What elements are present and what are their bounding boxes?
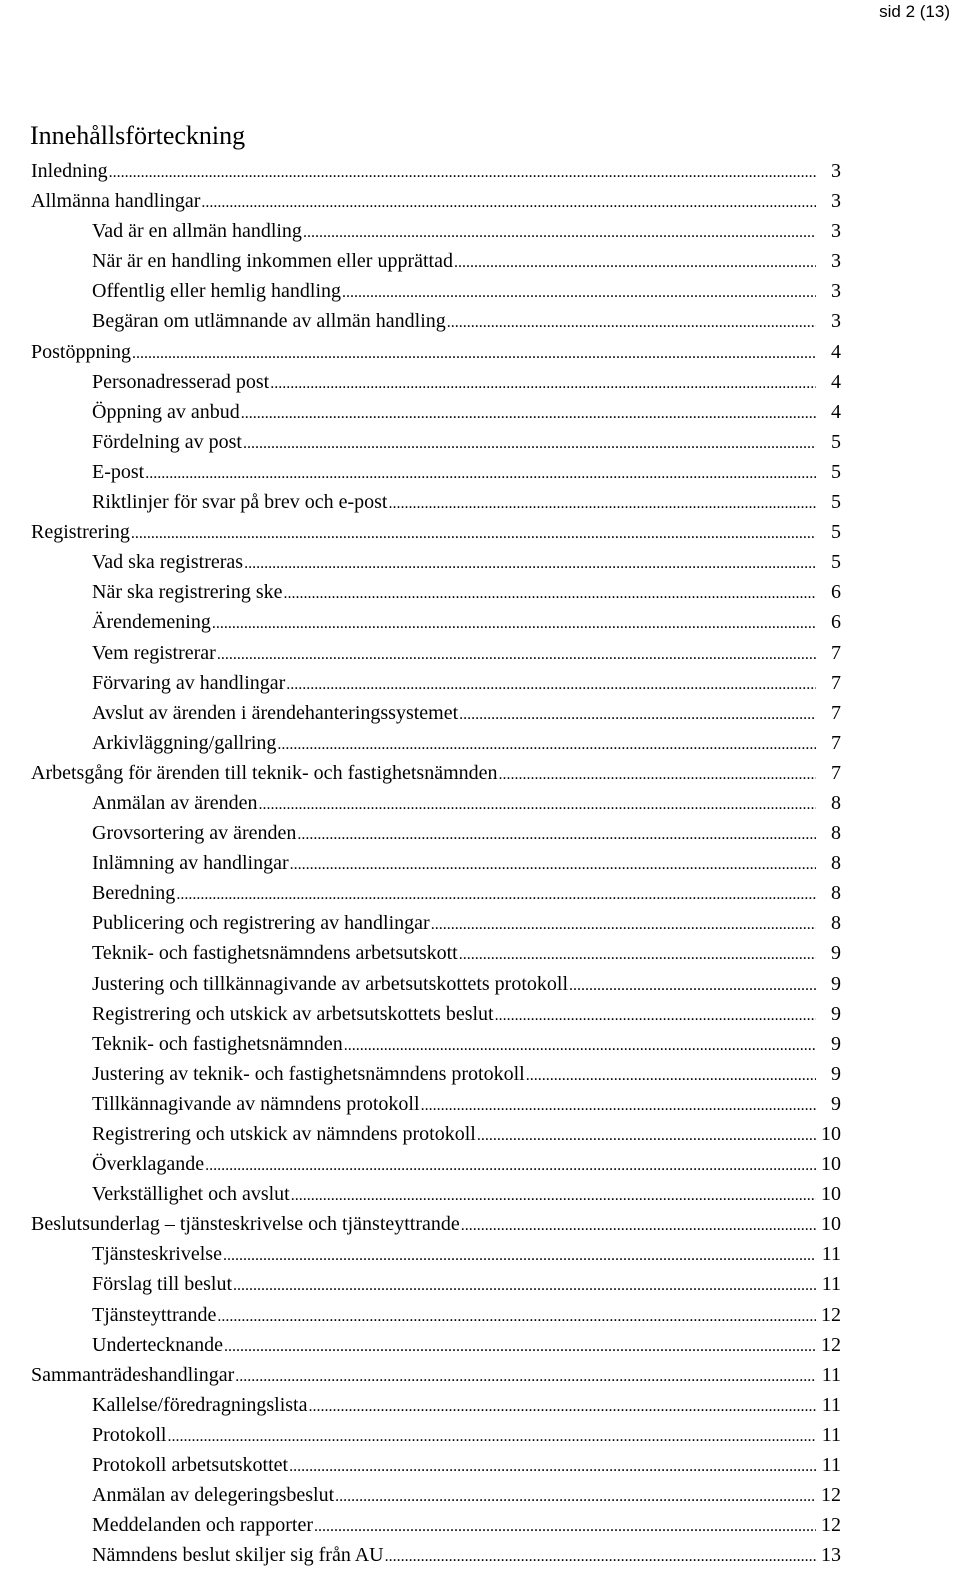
toc-entry[interactable] xyxy=(0,216,841,246)
toc-entry-label: Justering av teknik- och fastighetsnämndens protokoll xyxy=(92,1062,525,1085)
toc-dot-leader xyxy=(284,579,817,609)
toc-entry[interactable] xyxy=(0,938,841,968)
toc-dot-leader xyxy=(270,369,816,399)
toc-entry-page: 3 xyxy=(831,220,841,243)
toc-dot-leader xyxy=(176,880,816,910)
toc-dot-leader xyxy=(224,1332,816,1362)
toc-entry[interactable] xyxy=(0,1269,841,1299)
toc-entry[interactable] xyxy=(0,878,841,908)
toc-entry-label: Grovsortering av ärenden xyxy=(92,822,297,845)
toc-entry-label: Protokoll xyxy=(92,1423,167,1446)
toc-entry-page: 7 xyxy=(831,731,841,754)
toc-entry-label: Allmänna handlingar xyxy=(31,190,201,213)
toc-entry-page: 9 xyxy=(831,1002,841,1025)
toc-entry-label: Beredning xyxy=(92,882,176,905)
toc-dot-leader xyxy=(244,549,816,579)
toc-entry[interactable] xyxy=(0,397,841,427)
toc-entry[interactable] xyxy=(0,1390,841,1420)
toc-entry-page: 5 xyxy=(831,521,841,544)
toc-entry-label: Fördelning av post xyxy=(92,430,242,453)
toc-entry-label: Anmälan av delegeringsbeslut xyxy=(92,1484,335,1507)
toc-dot-leader xyxy=(477,1121,816,1151)
toc-entry-page: 8 xyxy=(831,791,841,814)
toc-dot-leader xyxy=(212,609,816,639)
toc-entry[interactable] xyxy=(0,668,841,698)
toc-entry-page: 5 xyxy=(831,430,841,453)
toc-entry-label: Verkställighet och avslut xyxy=(92,1183,290,1206)
toc-entry[interactable] xyxy=(0,1300,841,1330)
toc-dot-leader xyxy=(290,850,816,880)
toc-entry-page: 11 xyxy=(821,1243,841,1266)
toc-dot-leader xyxy=(289,1452,816,1482)
toc-dot-leader xyxy=(314,1512,816,1542)
toc-entry-page: 10 xyxy=(821,1123,841,1145)
toc-entry-page: 11 xyxy=(821,1363,841,1386)
toc-entry-page: 7 xyxy=(831,701,841,724)
toc-entry-page: 4 xyxy=(831,340,841,363)
toc-dot-leader xyxy=(217,640,816,670)
toc-entry[interactable] xyxy=(0,1480,841,1510)
toc-dot-leader xyxy=(459,940,816,970)
toc-entry[interactable] xyxy=(0,1510,841,1540)
toc-entry-label: Justering och tillkännagivande av arbetsutskottets protokoll xyxy=(92,972,569,995)
toc-entry-page: 13 xyxy=(821,1544,841,1567)
toc-entry-label: Inledning xyxy=(31,160,108,182)
toc-entry-label: Vad ska registreras xyxy=(92,551,244,574)
toc-entry-label: Teknik- och fastighetsnämnden xyxy=(92,1032,343,1055)
toc-entry[interactable] xyxy=(0,517,841,547)
toc-dot-leader xyxy=(385,1542,816,1572)
toc-entry[interactable] xyxy=(0,1029,841,1059)
toc-entry-page: 6 xyxy=(831,581,841,604)
toc-dot-leader xyxy=(145,459,816,489)
toc-entry-page: 4 xyxy=(831,400,841,423)
toc-entry-page: 11 xyxy=(821,1273,841,1296)
toc-entry[interactable] xyxy=(0,908,841,938)
toc-entry[interactable] xyxy=(0,1149,841,1179)
toc-dot-leader xyxy=(526,1061,816,1091)
toc-entry-page: 11 xyxy=(821,1454,841,1477)
toc-entry[interactable] xyxy=(0,337,841,367)
toc-entry-label: Undertecknande xyxy=(92,1333,224,1356)
toc-dot-leader xyxy=(241,399,816,429)
toc-entry-page: 12 xyxy=(821,1514,841,1537)
toc-entry-label: Överklagande xyxy=(92,1153,205,1176)
toc-entry[interactable] xyxy=(0,1330,841,1360)
toc-entry[interactable] xyxy=(0,1420,841,1450)
toc-dot-leader xyxy=(388,489,816,519)
toc-entry-page: 9 xyxy=(831,1032,841,1055)
toc-dot-leader xyxy=(447,308,816,338)
toc-entry-page: 11 xyxy=(821,1423,841,1446)
toc-dot-leader xyxy=(223,1241,816,1271)
toc-entry[interactable] xyxy=(0,698,841,728)
toc-dot-leader xyxy=(286,670,816,700)
toc-entry-page: 8 xyxy=(831,882,841,905)
toc-dot-leader xyxy=(454,248,816,278)
toc-entry[interactable] xyxy=(0,728,841,758)
toc-entry[interactable] xyxy=(0,246,841,276)
toc-entry[interactable] xyxy=(0,1119,841,1149)
toc-entry-page: 12 xyxy=(821,1484,841,1507)
toc-dot-leader xyxy=(258,790,816,820)
toc-dot-leader xyxy=(335,1482,816,1512)
toc-dot-leader xyxy=(495,1001,816,1031)
toc-dot-leader xyxy=(499,760,816,790)
toc-dot-leader xyxy=(217,1302,816,1332)
toc-entry[interactable] xyxy=(0,818,841,848)
toc-entry-page: 9 xyxy=(831,1092,841,1115)
page-indicator: sid 2 (13) xyxy=(879,2,950,21)
toc-entry-label: Beslutsunderlag – tjänsteskrivelse och tjänsteyttrande xyxy=(31,1213,460,1236)
toc-dot-leader xyxy=(243,429,816,459)
toc-entry-label: Arkivläggning/gallring xyxy=(92,731,277,754)
toc-entry-page: 8 xyxy=(831,912,841,935)
toc-entry-label: Begäran om utlämnande av allmän handling xyxy=(92,310,446,333)
toc-entry-label: Avslut av ärenden i ärendehanteringssystemet xyxy=(92,701,459,724)
toc-entry-label: Tjänsteskrivelse xyxy=(92,1243,222,1266)
toc-entry-page: 4 xyxy=(831,370,841,393)
toc-dot-leader xyxy=(132,339,816,369)
toc-entry[interactable] xyxy=(0,969,841,999)
toc-entry-label: Protokoll arbetsutskottet xyxy=(92,1454,289,1477)
toc-entry[interactable] xyxy=(0,547,841,577)
toc-dot-leader xyxy=(344,1031,816,1061)
toc-entry[interactable] xyxy=(0,276,841,306)
toc-entry-page: 5 xyxy=(831,551,841,574)
toc-entry-label: Postöppning xyxy=(31,340,132,363)
toc-entry-page: 5 xyxy=(831,460,841,483)
toc-entry[interactable] xyxy=(0,848,841,878)
toc-dot-leader xyxy=(201,188,816,218)
toc-dot-leader xyxy=(342,278,816,308)
toc-entry-label: När är en handling inkommen eller upprättad xyxy=(92,250,453,273)
toc-entry-label: Öppning av anbud xyxy=(92,400,240,423)
toc-entry-page: 3 xyxy=(831,250,841,273)
toc-entry[interactable] xyxy=(0,1360,841,1390)
toc-entry-label: Riktlinjer för svar på brev och e-post xyxy=(92,491,388,514)
toc-dot-leader xyxy=(205,1151,816,1181)
toc-entry-page: 9 xyxy=(831,972,841,995)
toc-title: Innehållsförteckning xyxy=(30,121,246,150)
toc-dot-leader xyxy=(309,1392,817,1422)
toc-entry[interactable] xyxy=(0,457,841,487)
toc-dot-leader xyxy=(235,1362,816,1392)
toc-entry[interactable] xyxy=(0,1059,841,1089)
toc-entry-page: 3 xyxy=(831,280,841,303)
toc-entry[interactable] xyxy=(0,367,841,397)
toc-entry-page: 12 xyxy=(821,1333,841,1356)
toc-entry[interactable] xyxy=(0,1239,841,1269)
toc-entry-label: E-post xyxy=(92,460,145,483)
toc-entry[interactable] xyxy=(0,638,841,668)
toc-entry[interactable] xyxy=(0,607,841,637)
toc-entry[interactable] xyxy=(0,758,841,788)
toc-entry[interactable] xyxy=(0,1209,841,1239)
toc-entry[interactable] xyxy=(0,1450,841,1480)
toc-entry-page: 8 xyxy=(831,822,841,845)
toc-entry-page: 5 xyxy=(831,491,841,514)
toc-entry-label: Registrering och utskick av nämndens protokoll xyxy=(92,1123,476,1145)
toc-entry-label: Kallelse/föredragningslista xyxy=(92,1393,308,1416)
toc-entry-page: 10 xyxy=(821,1213,841,1236)
toc-entry-page: 7 xyxy=(831,761,841,784)
toc-entry-label: Vem registrerar xyxy=(92,641,216,664)
toc-entry[interactable] xyxy=(0,577,841,607)
toc-entry-label: Personadresserad post xyxy=(92,370,270,393)
toc-dot-leader xyxy=(459,700,816,730)
toc-entry-label: Arbetsgång för ärenden till teknik- och fastighetsnämnden xyxy=(31,761,498,784)
toc-dot-leader xyxy=(277,730,816,760)
toc-entry[interactable] xyxy=(0,1089,841,1119)
toc-entry[interactable] xyxy=(0,1179,841,1209)
toc-entry-label: Inlämning av handlingar xyxy=(92,852,289,875)
toc-dot-leader xyxy=(421,1091,816,1121)
toc-dot-leader xyxy=(167,1422,816,1452)
toc-entry-label: Offentlig eller hemlig handling xyxy=(92,280,342,303)
toc-entry-label: Publicering och registrering av handlingar xyxy=(92,912,430,935)
toc-entry-page: 10 xyxy=(821,1183,841,1206)
toc-entry-page: 3 xyxy=(831,190,841,213)
toc-entry-label: Teknik- och fastighetsnämndens arbetsutskott xyxy=(92,942,458,965)
toc-entry[interactable] xyxy=(0,186,841,216)
toc-dot-leader xyxy=(131,519,816,549)
toc-entry-label: Registrering xyxy=(31,521,130,544)
toc-list xyxy=(0,156,960,1570)
toc-entry-label: Sammanträdeshandlingar xyxy=(31,1363,235,1386)
toc-entry-label: Nämndens beslut skiljer sig från AU xyxy=(92,1544,384,1567)
toc-entry[interactable] xyxy=(0,156,841,186)
toc-entry-page: 7 xyxy=(831,671,841,694)
toc-entry-page: 7 xyxy=(831,641,841,664)
toc-entry[interactable] xyxy=(0,788,841,818)
toc-entry-label: När ska registrering ske xyxy=(92,581,283,604)
toc-entry-page: 11 xyxy=(821,1393,841,1416)
toc-entry-label: Meddelanden och rapporter xyxy=(92,1514,314,1537)
toc-entry-page: 3 xyxy=(831,310,841,333)
toc-entry-label: Tjänsteyttrande xyxy=(92,1303,217,1326)
toc-entry-label: Ärendemening xyxy=(92,611,211,634)
toc-entry-page: 3 xyxy=(831,160,841,182)
toc-entry-page: 10 xyxy=(821,1153,841,1176)
toc-dot-leader xyxy=(461,1211,816,1241)
toc-entry-label: Förvaring av handlingar xyxy=(92,671,286,694)
toc-entry-label: Vad är en allmän handling xyxy=(92,220,302,243)
toc-entry-label: Registrering och utskick av arbetsutskottets beslut xyxy=(92,1002,494,1025)
toc-entry[interactable] xyxy=(0,1540,841,1570)
toc-dot-leader xyxy=(297,820,816,850)
toc-entry-page: 12 xyxy=(821,1303,841,1326)
toc-entry-page: 9 xyxy=(831,1062,841,1085)
toc-dot-leader xyxy=(233,1271,816,1301)
toc-entry-label: Förslag till beslut xyxy=(92,1273,232,1296)
toc-entry-label: Tillkännagivande av nämndens protokoll xyxy=(92,1092,420,1115)
toc-dot-leader xyxy=(569,971,816,1001)
toc-dot-leader xyxy=(291,1181,816,1211)
toc-entry-page: 6 xyxy=(831,611,841,634)
toc-dot-leader xyxy=(109,158,816,188)
toc-entry[interactable] xyxy=(0,999,841,1029)
toc-entry-label: Anmälan av ärenden xyxy=(92,791,258,814)
toc-entry-page: 8 xyxy=(831,852,841,875)
toc-dot-leader xyxy=(431,910,816,940)
toc-entry[interactable] xyxy=(0,427,841,457)
toc-entry-page: 9 xyxy=(831,942,841,965)
toc-dot-leader xyxy=(303,218,816,248)
toc-entry[interactable] xyxy=(0,306,841,336)
toc-entry[interactable] xyxy=(0,487,841,517)
